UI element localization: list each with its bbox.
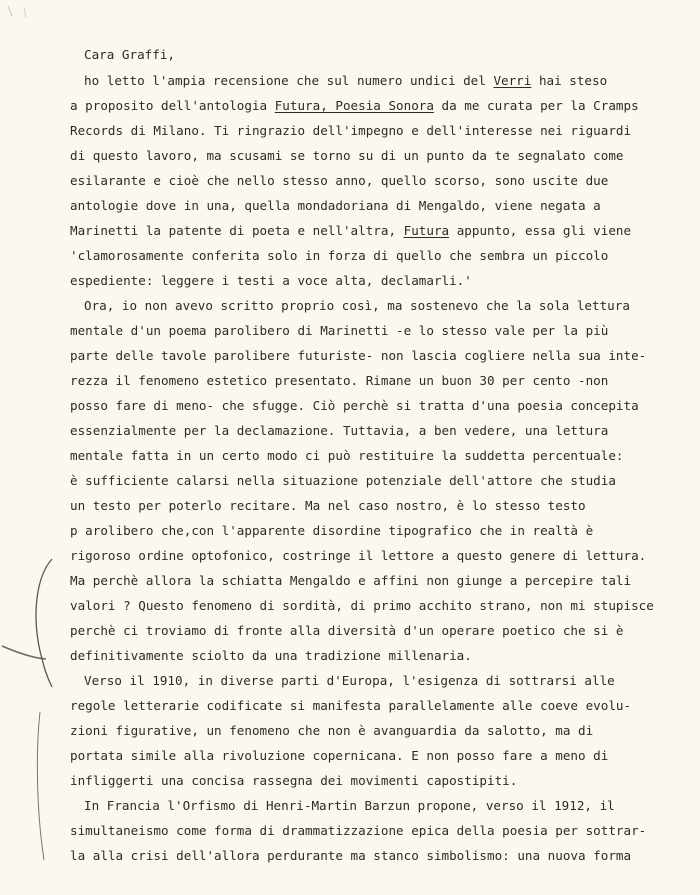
letter-line: [84, 298, 630, 314]
letter-line: [84, 73, 607, 89]
underlined-title: Futura: [403, 223, 450, 238]
text-segment: Ora, io non avevo scritto proprio così, ma sostenevo che la sola lettura: [84, 298, 630, 313]
text-segment: 'clamorosamente conferita solo in forza di quello che sembra un piccolo: [70, 248, 609, 263]
text-segment: espediente: leggere i testi a voce alta, declamarli.': [70, 273, 472, 288]
text-segment: Marinetti la patente di poeta e nell'altra,: [70, 223, 404, 238]
letter-line: [84, 673, 615, 689]
text-segment: mentale fatta in un certo modo ci può restituire la suddetta percentuale:: [70, 448, 624, 463]
salutation: Cara Graffi,: [84, 47, 175, 62]
text-segment: perchè ci troviamo di fronte alla diversità d'un operare poetico che si è: [70, 623, 624, 638]
text-segment: Records di Milano. Ti ringrazio dell'impegno e dell'interesse nei riguardi: [70, 123, 632, 138]
letter-line: [70, 223, 631, 239]
text-segment: Ma perchè allora la schiatta Mengaldo e affini non giunge a percepire tali: [70, 573, 632, 588]
letter-line: [70, 148, 624, 164]
letter-line: [70, 648, 472, 664]
margin-bracket-mark-lower: [26, 708, 66, 868]
letter-line: [70, 548, 646, 564]
letter-line: [70, 173, 608, 189]
letter-line: [70, 523, 593, 539]
letter-line: [70, 323, 608, 339]
text-segment: appunto, essa gli viene: [449, 223, 632, 238]
text-segment: ho letto l'ampia recensione che sul numero undici del: [84, 73, 494, 88]
text-segment: rigoroso ordine optofonico, costringe il lettore a questo genere di lettura.: [70, 548, 647, 563]
text-segment: posso fare di meno- che sfugge. Ciò perchè si tratta d'una poesia concepita: [70, 398, 639, 413]
text-segment: antologie dove in una, quella mondadoriana di Mengaldo, viene negata a: [70, 198, 601, 213]
letter-line: [70, 248, 608, 264]
letter-line: [70, 773, 517, 789]
text-segment: zioni figurative, un fenomeno che non è avanguardia da salotto, ma di: [70, 723, 594, 738]
text-segment: la alla crisi dell'allora perdurante ma stanco simbolismo: una nuova forma: [70, 848, 632, 863]
letter-line: [84, 798, 615, 814]
letter-line: [70, 698, 631, 714]
text-segment: rezza il fenomeno estetico presentato. Rimane un buon 30 per cento -non: [70, 373, 609, 388]
text-segment: esilarante e cioè che nello stesso anno, quello scorso, sono uscite due: [70, 173, 609, 188]
letter-line: [70, 348, 646, 364]
letter-line: [70, 448, 624, 464]
text-segment: hai steso: [531, 73, 608, 88]
letter-line: [70, 573, 631, 589]
text-segment: definitivamente sciolto da una tradizione millenaria.: [70, 648, 472, 663]
letter-line: [70, 398, 639, 414]
letter-line: [70, 823, 646, 839]
underlined-title: Verri: [493, 73, 532, 88]
text-segment: infliggerti una concisa rassegna dei movimenti capostipiti.: [70, 773, 518, 788]
text-segment: parte delle tavole parolibere futuriste- non lascia cogliere nella sua inte-: [70, 348, 647, 363]
text-segment: simultaneismo come forma di drammatizzazione epica della poesia per sottrar-: [70, 823, 647, 838]
letter-line: [70, 748, 608, 764]
letter-line: [70, 498, 586, 514]
text-segment: valori ? Questo fenomeno di sordità, di primo acchito strano, non mi stupisce: [70, 598, 654, 613]
letter-line: [70, 273, 472, 289]
text-segment: p arolibero che,con l'apparente disordine tipografico che in realtà è: [70, 523, 594, 538]
text-segment: un testo per poterlo recitare. Ma nel caso nostro, è lo stesso testo: [70, 498, 586, 513]
letter-line: [70, 623, 624, 639]
letter-line: [70, 123, 631, 139]
letter-line: [70, 423, 608, 439]
text-segment: di questo lavoro, ma scusami se torno su di un punto da te segnalato come: [70, 148, 624, 163]
margin-bracket-mark: [18, 555, 78, 695]
letter-line: [70, 598, 654, 614]
text-segment: Verso il 1910, in diverse parti d'Europa, l'esigenza di sottrarsi alle: [84, 673, 615, 688]
letter-line: [70, 848, 631, 864]
text-segment: mentale d'un poema parolibero di Marinetti -e lo stesso vale per la più: [70, 323, 609, 338]
letter-line: [70, 723, 593, 739]
letter-line: [70, 473, 616, 489]
text-segment: è sufficiente calarsi nella situazione potenziale dell'attore che studia: [70, 473, 616, 488]
underlined-title: Futura, Poesia Sonora: [274, 98, 434, 113]
text-segment: essenzialmente per la declamazione. Tuttavia, a ben vedere, una lettura: [70, 423, 609, 438]
letter-line: [70, 198, 601, 214]
letter-line: [70, 98, 639, 114]
text-segment: a proposito dell'antologia: [70, 98, 275, 113]
text-segment: portata simile alla rivoluzione copernicana. E non posso fare a meno di: [70, 748, 609, 763]
text-segment: da me curata per la Cramps: [433, 98, 639, 113]
letter-line: [70, 373, 608, 389]
text-segment: In Francia l'Orfismo di Henri-Martin Barzun propone, verso il 1912, il: [84, 798, 615, 813]
text-segment: regole letterarie codificate si manifesta parallelamente alle coeve evolu-: [70, 698, 632, 713]
